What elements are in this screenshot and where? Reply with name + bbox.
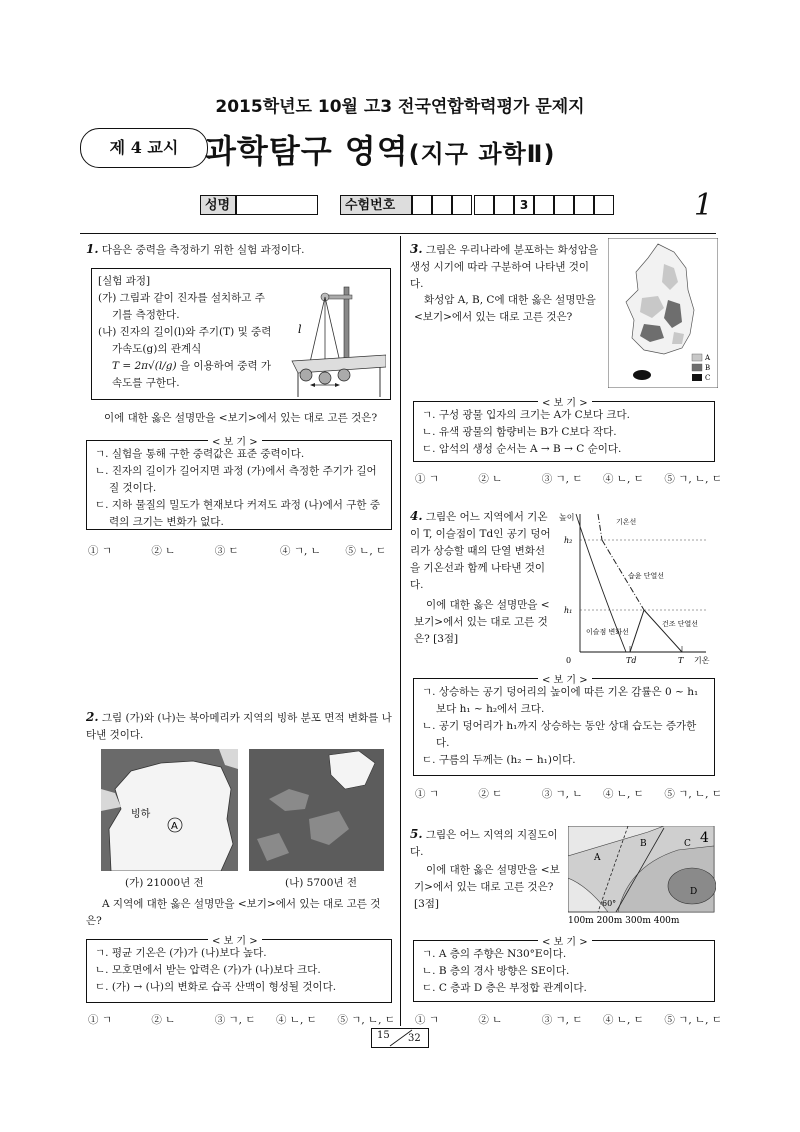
q3-options [415,471,722,486]
q4-bogi-box [413,678,715,776]
q1-stem-text: 다음은 중력을 측정하기 위한 실험 과정이다. [101,244,305,256]
q1-step-na: (나) 진자의 길이(l)와 주기(T) 및 중력 가속도(g)의 관계식 [98,326,272,355]
q3-stem [410,241,600,293]
q1-bogi-title: < 보 기 > [208,433,262,448]
bogi-item: ㄴ. 모호면에서 받는 압력은 (가)가 (나)보다 크다. [95,964,321,976]
option-2[interactable]: ② ㄴ [478,473,503,485]
bogi-item: ㄷ. 지하 물질의 밀도가 현재보다 커져도 과정 (나)에서 구한 중력의 크기는 변화가 없다. [95,499,381,528]
exam-no-digit: 3 [514,195,534,215]
q2-bogi-title: < 보 기 > [208,932,262,947]
q5-options [415,1012,722,1027]
option-4[interactable]: ④ ㄱ, ㄴ [280,545,321,557]
q5-number: 5. [410,827,423,841]
option-5[interactable]: ⑤ ㄱ, ㄴ, ㄷ [664,1014,722,1026]
q1-experiment-box [91,268,391,400]
legend-swatch-b [692,364,702,371]
q5-bogi-title: < 보 기 > [538,933,592,948]
q4-ask: 이에 대한 옳은 설명만을 <보기>에서 있는 대로 고른 것은? [3점] [414,599,550,645]
length-label: l [298,323,302,336]
bogi-item: ㄱ. 평균 기온은 (가)가 (나)보다 높다. [95,947,267,959]
subject-title [205,126,555,172]
option-1[interactable]: ① ㄱ [415,1014,439,1026]
q5-ask: 이에 대한 옳은 설명만을 <보기>에서 있는 대로 고른 것은? [3점] [414,864,560,910]
q3-number: 3. [410,242,423,256]
q1-ask: 이에 대한 옳은 설명만을 <보기>에서 있는 대로 고른 것은? [104,412,378,424]
bogi-item: ㄱ. 실험을 통해 구한 중력값은 표준 중력이다. [95,448,305,460]
option-1[interactable]: ① ㄱ [415,473,439,485]
q3-bogi-box [413,401,715,462]
subject-main: 과학탐구 영역 [205,132,409,170]
option-4[interactable]: ④ ㄴ, ㄷ [603,1014,644,1026]
exam-no-cell[interactable] [554,195,574,215]
y-axis-label: 높이 [559,513,575,522]
origin-label: 0 [566,656,572,665]
h1-label: h₁ [564,606,573,615]
q2-stem-text: 그림 (가)와 (나)는 북아메리카 지역의 빙하 분포 면적 변화를 나타낸 것이다. [86,712,392,741]
q3-stem-text: 그림은 우리나라에 분포하는 화성암을 생성 시기에 따라 구분하여 나타낸 것이다. [410,244,599,290]
legend-swatch-c [692,374,702,381]
q2-stem [86,709,392,744]
layer-b-label: B [640,839,647,849]
dry-line-label: 건조 단열선 [662,620,699,628]
legend-swatch-a [692,354,702,361]
layer-d-label: D [690,887,698,897]
q4-bogi-title: < 보 기 > [538,671,592,686]
q1-formula: T = 2π√(l/g) [112,360,177,372]
glacier-map-5700 [249,749,384,871]
q2-bogi-box [86,939,392,1003]
legend-label-c: C [705,374,711,382]
option-3[interactable]: ③ ㄱ, ㄷ [214,1014,256,1026]
q2-options [88,1012,395,1027]
dewpoint-line [630,610,644,652]
option-2[interactable]: ② ㄴ [478,1014,503,1026]
exam-no-cell[interactable] [432,195,452,215]
column-divider [400,236,401,1026]
q4-stem-text: 그림은 어느 지역에서 기온이 T, 이슬점이 Td인 공기 덩어리가 상승할 때의 단열 변화선을 기온선과 함께 나타낸 것이다. [410,511,551,591]
dip-60-label: 60° [602,899,617,908]
option-3[interactable]: ③ ㄱ, ㄷ [541,473,583,485]
bogi-item: ㄱ. A 층의 주향은 N30°E이다. [422,948,567,960]
point-a-label: A [171,821,178,832]
bogi-item: ㄷ. 암석의 생성 순서는 A → B → C 순이다. [422,443,622,455]
option-3[interactable]: ③ ㄱ, ㄴ [541,788,583,800]
q3-ask: 화성암 A, B, C에 대한 옳은 설명만을 <보기>에서 있는 대로 고른 것은? [414,294,596,323]
option-5[interactable]: ⑤ ㄱ, ㄴ, ㄷ [337,1014,395,1026]
exam-no-cell[interactable] [534,195,554,215]
q4-stem [410,508,552,594]
legend-label-b: B [705,364,711,372]
exam-no-cell[interactable] [474,195,494,215]
q1-options [88,543,386,558]
bogi-item: ㄷ. 구름의 두께는 (h₂ − h₁)이다. [422,754,576,766]
adiabatic-graph [556,506,718,670]
q1-number: 1. [86,242,99,256]
q4-number: 4. [410,509,423,523]
option-3[interactable]: ③ ㄱ, ㄷ [541,1014,583,1026]
option-5[interactable]: ⑤ ㄱ, ㄴ, ㄷ [664,788,722,800]
map-caption-a: (가) 21000년 전 [125,877,204,889]
q4-options [415,786,722,801]
q5-bogi-box [413,940,715,1002]
name-field[interactable] [236,195,318,215]
period-badge: 제 4 교시 [80,128,208,168]
x-axis-label: 기온 [694,656,710,665]
exam-no-cell[interactable] [412,195,432,215]
page-counter [371,1028,429,1048]
exam-no-cell[interactable] [574,195,594,215]
bogi-item: ㄷ. (가) → (나)의 변화로 습곡 산맥이 형성될 것이다. [95,981,337,993]
exam-no-cell[interactable] [494,195,514,215]
bogi-item: ㄱ. 상승하는 공기 덩어리의 높이에 따른 기온 감률은 0 ~ h₁ 보다 h₁ ~ h₂에서 크다. [422,686,699,715]
dew-line-label: 이슬점 변화선 [586,628,629,636]
q1-formula-line [98,358,272,392]
exam-no-cell[interactable] [452,195,472,215]
bogi-item: ㄴ. 진자의 길이가 길어지면 과정 (가)에서 측정한 주기가 길어질 것이다. [95,465,377,494]
exam-no-label: 수험번호 [340,195,412,215]
name-label: 성명 [200,195,236,215]
layer-c-label: C [684,839,691,849]
map-caption-b: (나) 5700년 전 [285,877,358,889]
subject-sub: (지구 과학Ⅱ) [408,140,556,168]
q1-bogi-box [86,440,392,530]
layer-a-label: A [594,853,601,863]
option-5[interactable]: ⑤ ㄴ, ㄷ [345,545,387,557]
bogi-item: ㄴ. 공기 덩어리가 h₁까지 상승하는 동안 상대 습도는 증가한다. [422,720,697,749]
q2-number: 2. [86,710,99,724]
dry-adiabat-line [644,610,682,652]
dip-angle-label: 4 [700,830,709,846]
korea-igneous-map [608,238,718,388]
moist-line-label: 습윤 단열선 [628,572,665,580]
header-rule [80,233,716,234]
total-pages: 32 [408,1033,421,1044]
bogi-item: ㄷ. C 층과 D 층은 부정합 관계이다. [422,982,587,994]
geologic-map [568,826,716,926]
option-2[interactable]: ② ㄴ [151,1014,176,1026]
option-1[interactable]: ① ㄱ [88,545,112,557]
exam-title: 2015학년도 10월 고3 전국연합학력평가 문제지 [215,97,585,117]
exam-no-cell[interactable] [594,195,614,215]
option-4[interactable]: ④ ㄴ, ㄷ [603,473,644,485]
temp-line-label: 기온선 [616,518,637,526]
bogi-item: ㄴ. 유색 광물의 함량비는 B가 C보다 작다. [422,426,617,438]
q1-exp-title: [실험 과정] [98,275,151,287]
glacier-label: 빙하 [131,809,151,820]
pendulum-figure [262,275,386,397]
glacier-map-21000 [101,749,238,871]
q3-bogi-title: < 보 기 > [538,394,592,409]
option-2[interactable]: ② ㄴ [151,545,176,557]
scale-bar-label: 100m 200m 300m 400m [568,916,680,926]
option-1[interactable]: ① ㄱ [415,788,439,800]
h2-label: h₂ [564,536,573,545]
option-5[interactable]: ⑤ ㄱ, ㄴ, ㄷ [664,473,722,485]
option-1[interactable]: ① ㄱ [88,1014,112,1026]
q5-stem [410,826,562,861]
option-4[interactable]: ④ ㄴ, ㄷ [603,788,644,800]
page-number: 1 [693,188,713,223]
q1-stem [86,241,392,259]
bogi-item: ㄱ. 구성 광물 입자의 크기는 A가 C보다 크다. [422,409,630,421]
option-2[interactable]: ② ㄷ [478,788,503,800]
q1-step-na-end: 을 이용하여 중력 가속도를 구한다. [112,360,272,389]
q5-stem-text: 그림은 어느 지역의 지질도이다. [410,829,558,858]
bogi-item: ㄴ. B 층의 경사 방향은 SE이다. [422,965,570,977]
legend-label-a: A [705,354,711,362]
td-label: Td [626,656,637,665]
option-4[interactable]: ④ ㄴ, ㄷ [276,1014,317,1026]
q2-ask: A 지역에 대한 옳은 설명만을 <보기>에서 있는 대로 고른 것은? [86,898,381,927]
t-label: T [678,656,684,665]
q1-step-ga: (가) 그림과 같이 진자를 설치하고 주기를 측정한다. [98,292,265,321]
option-3[interactable]: ③ ㄷ [214,545,239,557]
current-page: 15 [377,1030,390,1041]
